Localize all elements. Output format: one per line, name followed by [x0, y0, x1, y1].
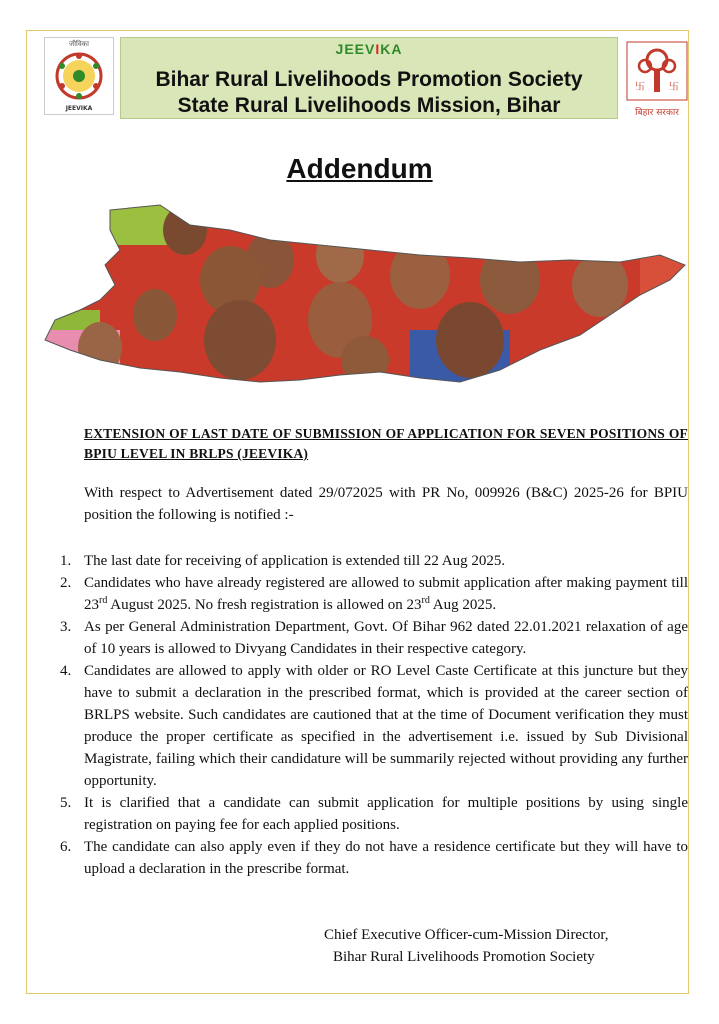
- people-circle-icon: [45, 38, 113, 114]
- item-text: Candidates are allowed to apply with older or RO Level Caste Certificate at this juncture but they have to submit a declaration in the prescribed format, which is provided at the career section of BRLPS website. Such candidates are cautioned that at the time of Document verification they must produce the proper certificate as specified in the advertisement i.e. issued by Sub Divisional Magistrate, failing which their candidature will be summarily rejected without providing any further opportunity.: [84, 663, 688, 789]
- notice-points-list: [60, 550, 688, 880]
- signatory-title: Chief Executive Officer-cum-Mission Director,: [324, 927, 609, 943]
- item-text: As per General Administration Department, Govt. Of Bihar 962 dated 22.01.2021 relaxation of age of 10 years is allowed to Divyang Candidates in their respective category.: [84, 619, 688, 657]
- list-item: [60, 660, 688, 792]
- list-item: [60, 550, 688, 572]
- bihar-govt-emblem: [625, 40, 689, 118]
- item-text: It is clarified that a candidate can submit application for multiple positions by using single registration on paying fee for each applied positions.: [84, 795, 688, 833]
- brand-suffix: KA: [380, 41, 403, 57]
- ordinal-suffix: rd: [421, 595, 430, 606]
- list-item: [60, 836, 688, 880]
- item-number: 5.: [60, 795, 72, 811]
- list-item: [60, 792, 688, 836]
- item-number: 2.: [60, 575, 72, 591]
- item-number: 3.: [60, 619, 72, 635]
- ordinal-suffix: rd: [99, 595, 108, 606]
- item-number: 6.: [60, 839, 72, 855]
- item-number: 4.: [60, 663, 72, 679]
- logo-bottom-label: JEEVIKA: [65, 105, 93, 112]
- list-item: [60, 616, 688, 660]
- item-text: August 2025. No fresh registration is allowed on 23: [107, 597, 422, 613]
- list-item: [60, 572, 688, 616]
- svg-text:卐: 卐: [669, 82, 679, 93]
- subject-heading: EXTENSION OF LAST DATE OF SUBMISSION OF APPLICATION FOR SEVEN POSITIONS OF BPIU LEVEL IN BRLPS (JEEVIKA): [84, 426, 688, 461]
- intro-paragraph: With respect to Advertisement dated 29/072025 with PR No, 009926 (B&C) 2025-26 for BPIU position the following is notified :-: [84, 485, 688, 523]
- emblem-caption: बिहार सरकार: [635, 108, 679, 118]
- org-name-line2: State Rural Livelihoods Mission, Bihar: [177, 94, 561, 117]
- org-name-line1: Bihar Rural Livelihoods Promotion Society: [155, 68, 583, 91]
- svg-text:卐: 卐: [635, 82, 645, 93]
- page-title: Addendum: [286, 153, 433, 184]
- signatory-org: Bihar Rural Livelihoods Promotion Society: [333, 949, 595, 965]
- brand-name: [121, 41, 617, 57]
- brand-prefix: JEEV: [335, 41, 376, 57]
- tree-emblem-icon: [625, 40, 689, 102]
- jeevika-logo: [44, 37, 114, 115]
- header-banner: [120, 37, 618, 119]
- item-text: The last date for receiving of application is extended till 22 Aug 2025.: [84, 553, 506, 569]
- item-text: The candidate can also apply even if they do not have a residence certificate but they will have to upload a declaration in the prescribe format.: [84, 839, 688, 877]
- bihar-map-faces-image: [40, 200, 690, 390]
- signature-block: [324, 924, 609, 968]
- brand-accent: I: [375, 41, 381, 57]
- logo-top-label: जीविका: [69, 40, 89, 48]
- item-text: Candidates who have already registered are allowed to submit application after making payment till 23: [84, 575, 688, 613]
- item-number: 1.: [60, 553, 72, 569]
- item-text: Aug 2025.: [429, 597, 497, 613]
